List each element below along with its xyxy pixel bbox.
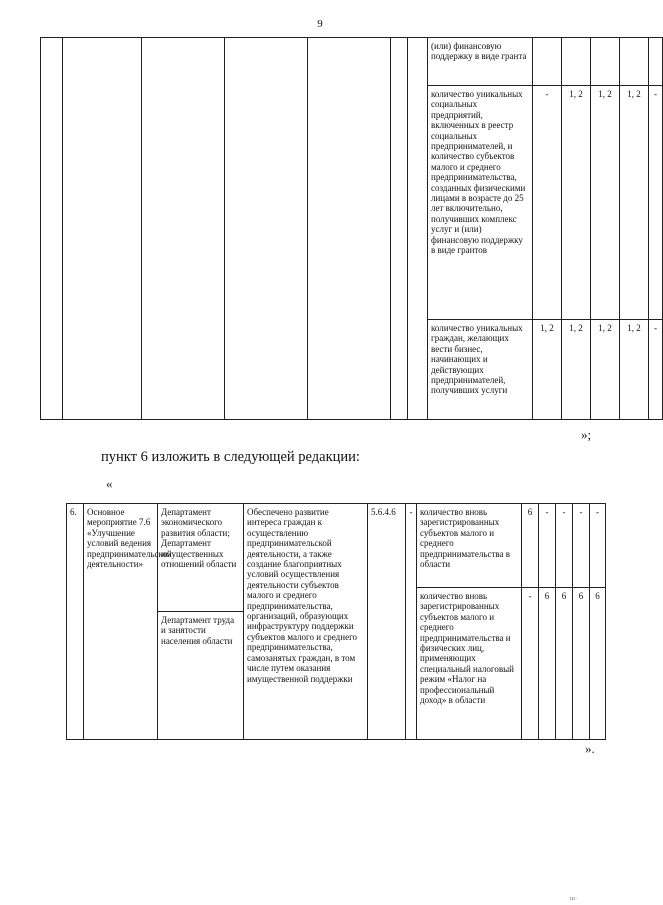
value-cell: 6 [590,588,606,740]
footer-mark: ııı · [570,896,579,902]
value-cell [533,38,562,86]
value-cell: - [649,86,663,320]
value-cell [591,38,620,86]
measure-cell: Основное мероприятие 7.6 «Улучшение условий ведения предпринимательской деятельности» [84,504,158,740]
executor-cell: Департамент экономического развития области; Департамент имущественных отношений области [158,504,244,612]
value-cell: 6 [573,588,590,740]
indicator-cell: количество вновь зарегистрированных субъектов малого и среднего предпринимательства и физических лиц, применяющих специальный налоговый режим «Налог на профессиональный доход» в области [417,588,522,740]
result-cell: Обеспечено развитие интереса граждан к осуществлению предпринимательской деятельности, а также создание благоприятных условий осуществления деятельности субъектов малого и среднего предпринимательства, организаций, образующих инфраструктуру поддержки субъектов малого и среднего предпринимательства, самозанятых граждан, в том числе путем оказания имущественной поддержки [244,504,368,740]
value-cell: - [649,320,663,420]
page-number: 9 [317,18,323,30]
value-cell: 6 [556,588,573,740]
value-cell: - [522,588,539,740]
value-cell: 1, 2 [620,86,649,320]
value-cell: 1, 2 [533,320,562,420]
value-cell: 1, 2 [562,320,591,420]
indicator-cell: количество уникальных социальных предприятий, включенных в реестр социальных предпринимателей, и количество субъектов малого и среднего предпринимательства, созданных физическими лицами в возрасте до 25 лет включительно, получивших комплекс услуг и (или) финансовую поддержку в виде грантов [428,86,533,320]
code-cell: 5.6.4.6 [368,504,406,740]
indicator-cell: количество вновь зарегистрированных субъектов малого и среднего предпринимательства в области [417,504,522,588]
value-cell [620,38,649,86]
table-row [41,38,663,86]
value-cell: - [556,504,573,588]
value-cell: - [590,504,606,588]
executor-cell: Департамент труда и занятости населения области [158,612,244,740]
item-number: 6. [67,504,84,740]
value-cell: 1, 2 [620,320,649,420]
value-cell: 1, 2 [591,320,620,420]
dash-cell: - [406,504,417,740]
value-cell: - [533,86,562,320]
value-cell: - [539,504,556,588]
value-cell [562,38,591,86]
amendment-paragraph: пункт 6 изложить в следующей редакции: [101,449,360,465]
value-cell [649,38,663,86]
table-row [67,504,606,588]
close-quote: ». [585,741,595,756]
indicator-cell: количество уникальных граждан, желающих вести бизнес, начинающих и действующих предпринимателей, получивших услуги [428,320,533,420]
item-6-table [66,503,606,740]
close-quote: »; [581,427,592,442]
value-cell: 1, 2 [562,86,591,320]
value-cell: 6 [522,504,539,588]
indicator-cell: (или) финансовую поддержку в виде гранта [428,38,533,86]
continuation-table [40,37,663,420]
value-cell: 1, 2 [591,86,620,320]
open-quote: « [106,476,113,491]
value-cell: - [573,504,590,588]
value-cell: 6 [539,588,556,740]
